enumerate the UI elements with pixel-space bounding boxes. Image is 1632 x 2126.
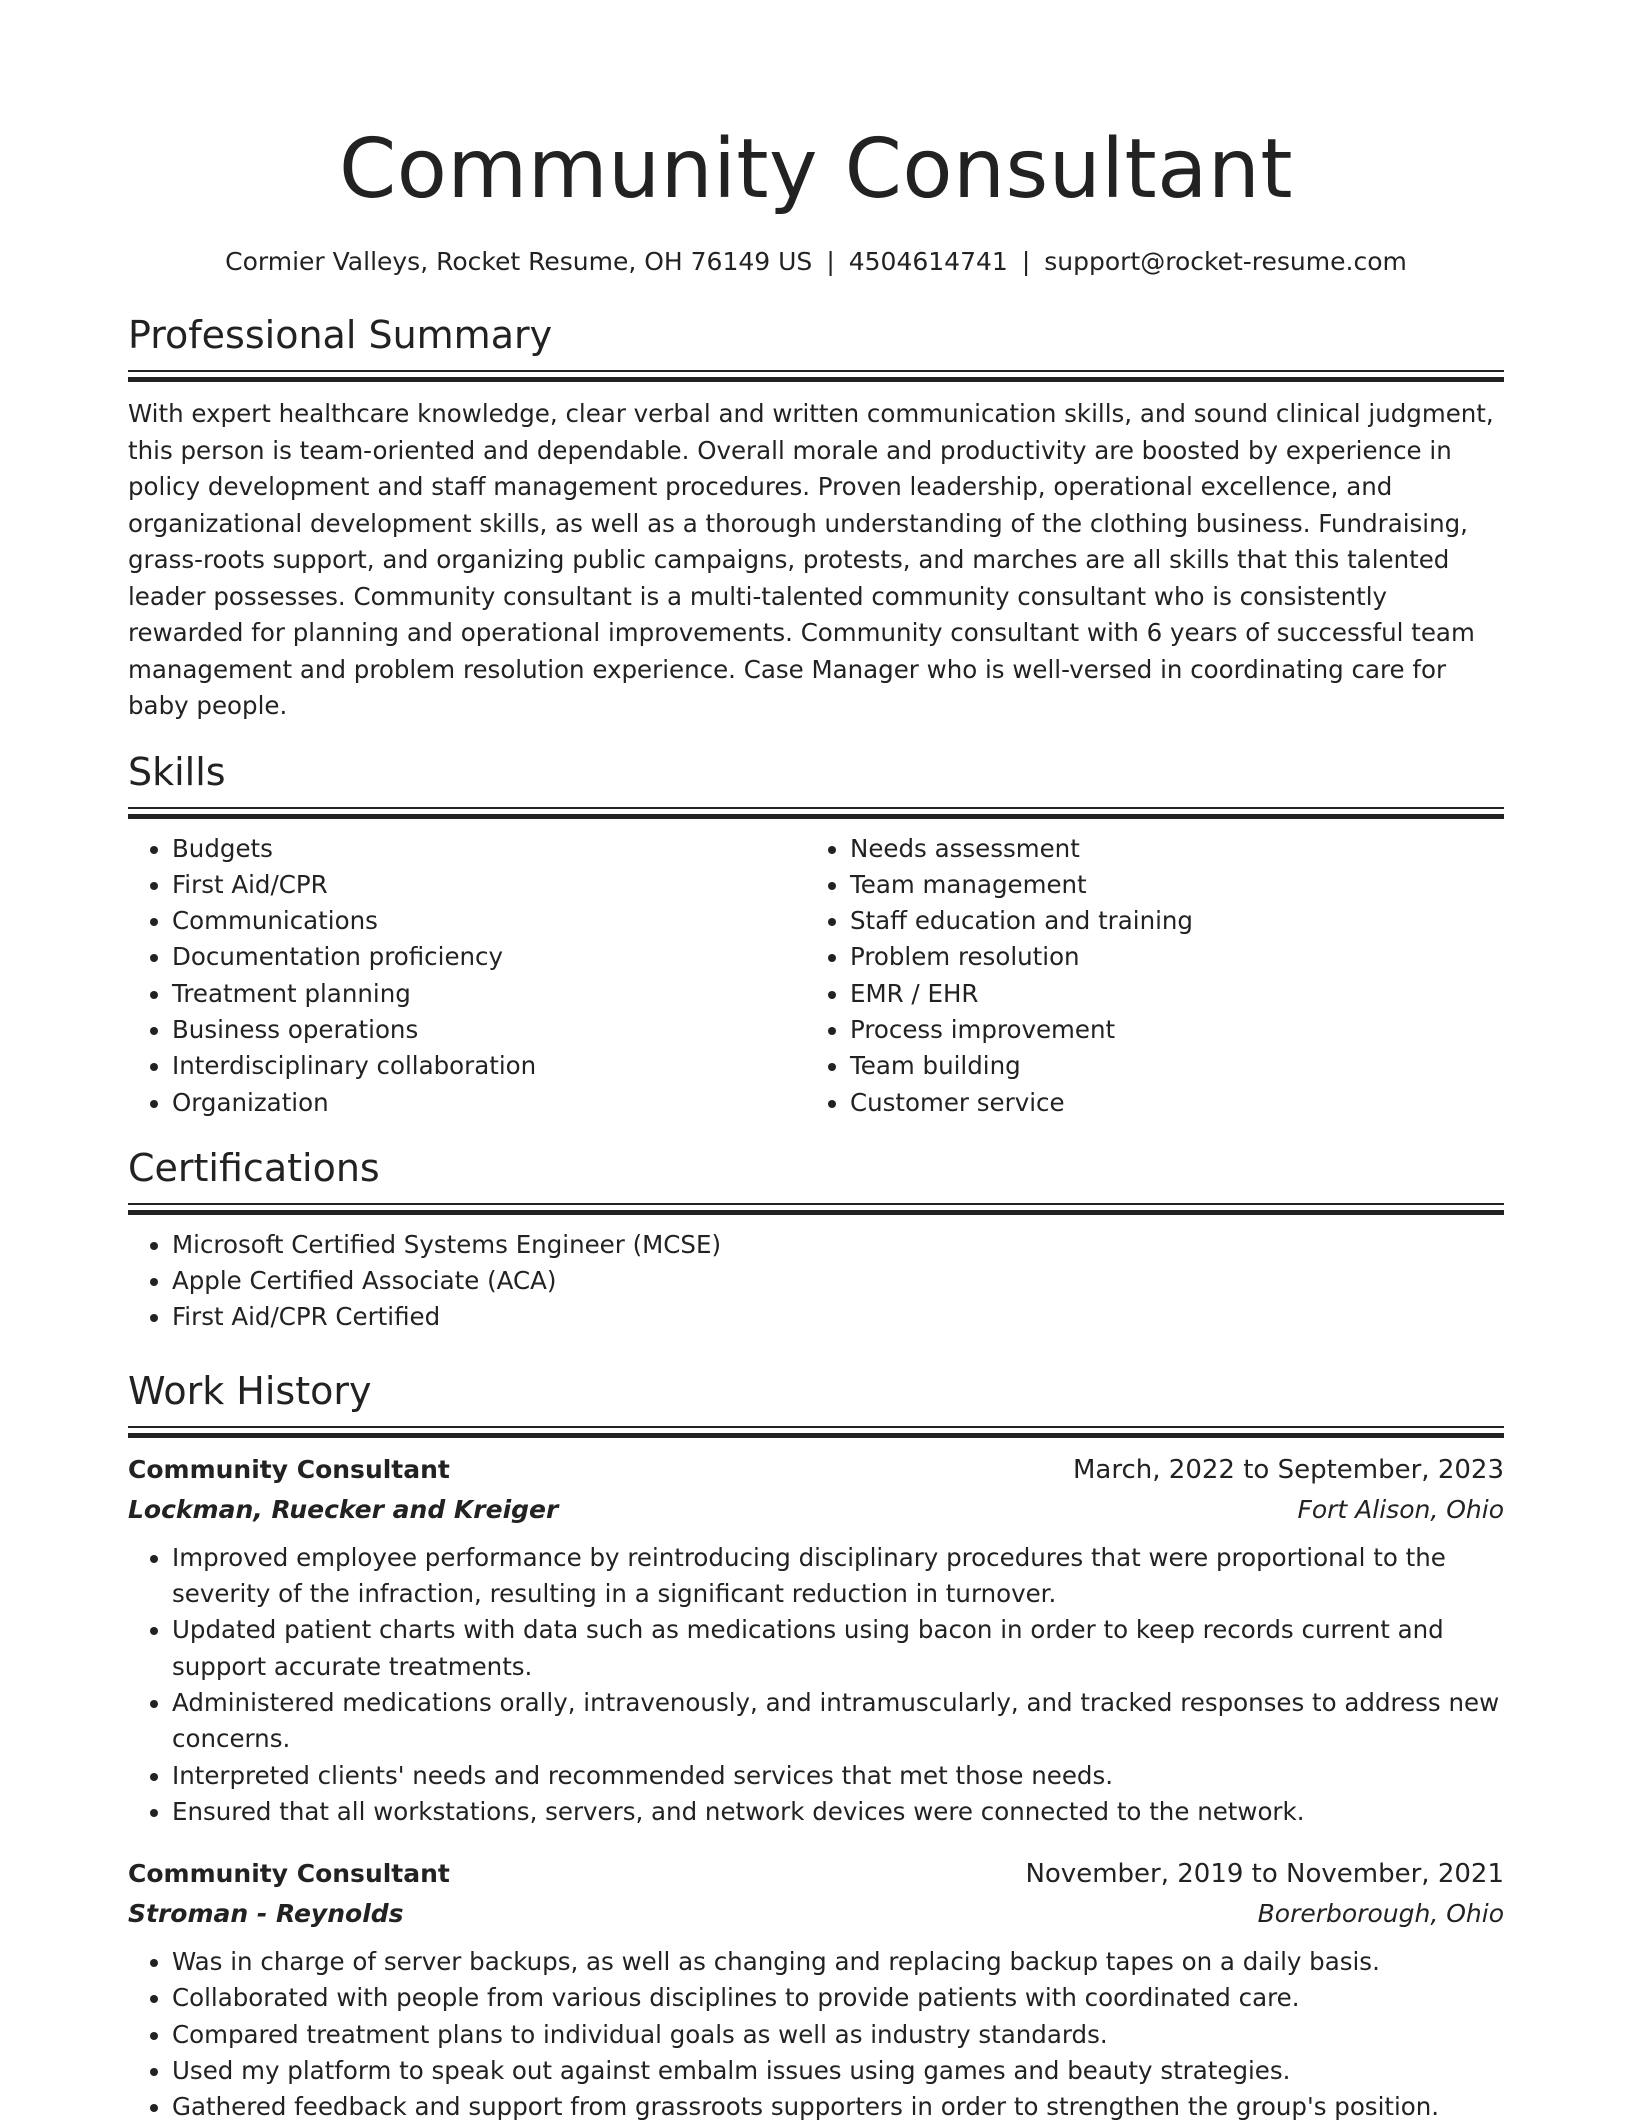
job-title: Community Consultant	[128, 1454, 450, 1484]
section-divider	[128, 807, 1504, 819]
job-location: Borerborough, Ohio	[1257, 1899, 1504, 1929]
skill-item: • Team management	[850, 867, 1484, 903]
skill-item: • Organization	[172, 1085, 806, 1121]
contact-separator: |	[1021, 247, 1031, 276]
job-bullet: • Was in charge of server backups, as well as changing and replacing backup tapes on a daily basis.	[172, 1944, 1504, 1980]
job-dates: November, 2019 to November, 2021	[1025, 1859, 1504, 1890]
skill-item: • Business operations	[172, 1012, 806, 1048]
job-company: Stroman - Reynolds	[128, 1899, 404, 1929]
skill-item: • Staff education and training	[850, 903, 1484, 939]
contact-email: support@rocket-resume.com	[1044, 247, 1407, 276]
skills-columns	[128, 831, 1504, 1121]
section-divider	[128, 1426, 1504, 1438]
job-title: Community Consultant	[128, 1859, 450, 1889]
job-header	[128, 1450, 1504, 1490]
job-company: Lockman, Ruecker and Kreiger	[128, 1494, 559, 1524]
contact-phone: 4504614741	[848, 247, 1008, 276]
skill-item: • Problem resolution	[850, 939, 1484, 975]
job-bullet: • Used my platform to speak out against embalm issues using games and beauty strategies.	[172, 2053, 1504, 2089]
job-subheader	[128, 1490, 1504, 1530]
contact-address: Cormier Valleys, Rocket Resume, OH 76149 US	[225, 247, 813, 276]
job-entry	[128, 1854, 1504, 2125]
skills-column-right	[806, 831, 1484, 1121]
skill-item: • Process improvement	[850, 1012, 1484, 1048]
skills-column-left	[128, 831, 806, 1121]
summary-text: With expert healthcare knowledge, clear verbal and written communication skills, and sound clinical judgment, this person is team-oriented and dependable. Overall morale and productivity are boosted by experience in policy development and staff management procedures. Proven leadership, operational excellence, and organizational development skills, as well as a thorough understanding of the clothing business. Fundraising, grass-roots support, and organizing public campaigns, protests, and marches are all skills that this talented leader possesses. Community consultant is a multi-talented community consultant who is consistently rewarded for planning and operational improvements. Community consultant with 6 years of successful team management and problem resolution experience. Case Manager who is well-versed in coordinating care for baby people.	[128, 399, 1494, 720]
skill-item: • Customer service	[850, 1085, 1484, 1121]
skill-item: • EMR / EHR	[850, 976, 1484, 1012]
job-bullet: • Improved employee performance by reintroducing disciplinary procedures that were proportional to the severity of the infraction, resulting in a significant reduction in turnover.	[172, 1540, 1504, 1613]
job-header	[128, 1854, 1504, 1894]
section-title-work-history: Work History	[128, 1368, 372, 1413]
section-divider	[128, 370, 1504, 382]
job-bullet: • Administered medications orally, intravenously, and intramuscularly, and tracked responses to address new concerns.	[172, 1685, 1504, 1758]
section-title-summary: Professional Summary	[128, 313, 553, 357]
job-bullet: • Gathered feedback and support from grassroots supporters in order to strengthen the group's position.	[172, 2089, 1504, 2125]
skill-item: • Communications	[172, 903, 806, 939]
skill-item: • Needs assessment	[850, 831, 1484, 867]
section-divider	[128, 1203, 1504, 1215]
job-entry	[128, 1450, 1504, 1830]
job-bullet: • Collaborated with people from various disciplines to provide patients with coordinated care.	[172, 1980, 1504, 2016]
certification-item: • Apple Certified Associate (ACA)	[172, 1263, 1504, 1299]
resume-page	[128, 0, 1504, 2126]
section-title-certifications: Certifications	[128, 1145, 380, 1190]
skill-item: • Interdisciplinary collaboration	[172, 1048, 806, 1084]
skill-item: • First Aid/CPR	[172, 867, 806, 903]
skill-item: • Team building	[850, 1048, 1484, 1084]
skills-section	[128, 747, 1504, 1121]
skill-item: • Budgets	[172, 831, 806, 867]
job-bullet: • Updated patient charts with data such as medications using bacon in order to keep records current and support accurate treatments.	[172, 1612, 1504, 1685]
certification-item: • Microsoft Certified Systems Engineer (MCSE)	[172, 1227, 1504, 1263]
job-location: Fort Alison, Ohio	[1297, 1494, 1504, 1524]
resume-name: Community Consultant	[338, 122, 1294, 217]
job-subheader	[128, 1894, 1504, 1934]
section-title-skills: Skills	[128, 749, 226, 794]
skill-item: • Treatment planning	[172, 976, 806, 1012]
job-dates: March, 2022 to September, 2023	[1073, 1454, 1504, 1485]
work-history-section	[128, 1366, 1504, 2126]
certification-item: • First Aid/CPR Certified	[172, 1299, 1504, 1335]
contact-separator: |	[826, 247, 835, 276]
certifications-section	[128, 1143, 1504, 1336]
summary-section	[128, 310, 1504, 725]
contact-line	[128, 246, 1504, 278]
job-bullet: • Ensured that all workstations, servers, and network devices were connected to the network.	[172, 1794, 1504, 1830]
job-bullet: • Interpreted clients' needs and recommended services that met those needs.	[172, 1758, 1504, 1794]
job-bullet: • Compared treatment plans to individual goals as well as industry standards.	[172, 2017, 1504, 2053]
skill-item: • Documentation proficiency	[172, 939, 806, 975]
